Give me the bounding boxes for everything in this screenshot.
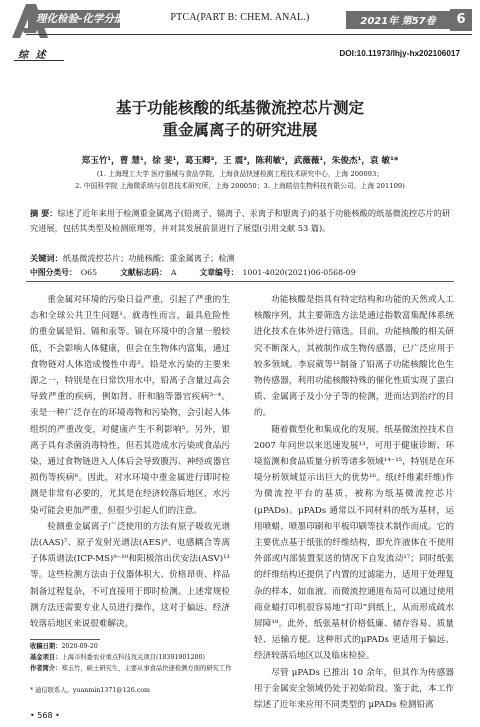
article-number-value: 1001-4020(2021)06-0568-09 <box>242 268 356 277</box>
keywords-label: 关键词： <box>30 253 63 263</box>
paragraph: 重金属对环境的污染日益严重，引起了严重的生态和全球公共卫生问题¹。就毒性而言，最具危险性的重金属是铅、镉和汞等。镉在环境中的含量一般较低，不会影响人体健康，但会在生物体内富集，通过食物链对人体造成慢性中毒²。铅是水污染的主要来源之一，特别是在日常饮用水中，铅离子含量过高会导致严重的疾病，例如肾、肝和脑等器官疾病³⁻⁴。汞是一种广泛存在的环境毒物和污染物，会引起人体组织的严重改变，对健康产生不利影响⁵。另外，银离子具有杀菌消毒特性，但若其造成水污染或食品污染，通过食物链进入人体后会导致腹泻、神经或器官损伤等疾病⁶。因此，对水环境中重金属进行即时检测是非常有必要的，尤其是在经济较落后地区，水污染可能会更加严重，但很少引起人们的注意。 <box>30 295 230 516</box>
footnote-correspondence[interactable]: * 通信联系人。yuanmin1371@126.com <box>30 687 151 694</box>
received-date: 2020-09-20 <box>61 643 98 650</box>
bio-text: 郑玉竹，硕士研究生，主要从事食品快速检测方面的研究工作 <box>61 665 232 672</box>
body-column-right <box>254 292 454 713</box>
paragraph: 检测重金属离子广泛使用的方法有原子吸收光谱法(AAS)⁷、原子发射光谱法(AES)⁸、电感耦合等离子体质谱法(ICP-MS)⁹⁻¹⁰和阳极溶出伏安法(ASV)¹¹等。这些检测方法由于仪器体积大、价格昂贵、样品制备过程复杂，不可直接用于即时检测。上述常规检测方法还需要专业人员进行操作，这对于偏远、经济较落后地区来说很难解决。 <box>30 521 230 630</box>
abstract-label: 摘 要： <box>30 208 58 218</box>
clc-value: O65 <box>80 268 98 277</box>
classification-line <box>30 267 356 278</box>
paragraph: 随着微型化和集成化的发展，纸基微流控技术自 2007 年问世以来迅速发展¹³，可用于健康诊断、环境监测和食品质量分析等诸多领域¹⁴⁻¹⁵，特别是在环境分析领域显示出巨大的优势¹⁶。纸(纤维素纤维)作为微流控平台的基质，被称为纸基微流控芯片(μPADs)。μPADs 通常以不同材料的纸为基材，运用喷蜡、喷墨印刷和平板印刷等技术制作而成。它的主要优点基于纸张的纤维结构，即允许液体在不使用外部或内部装置泵送的情况下自发流动¹⁷；同时纸张的纤维结构还提供了内置的过滤能力，适用于处理复杂的样本，如血液。而微流控通道布局可以通过使用商业蜡打印机很容易地“打印”到纸上，从而形成疏水屏障¹⁸。此外，纸张基材价格低廉、储存容易、质量轻、运输方便。这种形式的μPADs 更适用于偏远、经济较落后地区以及临床检验。 <box>254 424 454 662</box>
affiliation-line-2: 2. 中国科学院 上海微系统与信息技术研究所，上海 200050；3. 上海皓信生物科技有限公司，上海 201109) <box>75 182 405 190</box>
abstract <box>30 206 450 236</box>
article-title-line-2: 重金属离子的研究进展 <box>162 121 318 139</box>
issue-label: 2021年 第57卷 <box>360 16 436 27</box>
article-number-label: 文章编号： <box>199 268 239 277</box>
paragraph: 功能核酸是指具有特定结构和功能的天然或人工核酸序列，其主要筛选方法是通过指数富集配体系统进化技术在体外进行筛选。目前，功能核酸的相关研究不断深入，其被制作成生物传感器，已广泛应用于较多领域。李宸葳等¹²制备了铅离子功能核酸比色生物传感器，利用功能核酸特殊的催化性质实现了蛋白质、金属离子及小分子等的检测，进而达到治疗的目的。 <box>254 295 454 419</box>
footnote-fund <box>30 652 235 663</box>
section-underline <box>14 60 64 61</box>
metadata-rule <box>26 281 454 282</box>
affiliation-line-1: (1. 上海理工大学 医疗器械与食品学院，上海食品快速检测工程技术研究中心，上海 200093； <box>96 170 384 178</box>
journal-name-en: PTCA(PART B: CHEM. ANAL.) <box>170 12 310 23</box>
header-rule <box>26 34 472 35</box>
issue-number-tab: 6 <box>450 9 472 31</box>
clc-label: 中图分类号： <box>30 268 77 277</box>
journal-name-cn: 理化检验-化学分册 <box>36 13 125 25</box>
footnote-rule <box>30 639 100 640</box>
keywords-text: 纸基微流控芯片；功能核酸；重金属离子；检测 <box>62 253 235 263</box>
footnote-received <box>30 641 235 652</box>
paragraph: 尽管 μPADs 已推出 10 余年，但其作为传感器用于金属安全领域仍处于初始阶段。鉴于此，本工作综述了近年来应用不同类型的 μPADs 检测铅离 <box>254 667 454 711</box>
article-title-line-1: 基于功能核酸的纸基微流控芯片测定 <box>115 99 364 117</box>
abstract-text: 综述了近年来用于检测重金属离子(铅离子、镉离子、汞离子和银离子)的基于功能核酸的纸基微流控芯片的研究进展，包括其类型及检测原理等，并对其发展前景进行了展望(引用文献 53 篇)。 <box>30 208 451 233</box>
fund-text: 上海市科委农业重点科技攻关项目(18391901200) <box>61 654 205 661</box>
doc-code-value: A <box>170 268 177 277</box>
doc-code-label: 文献标志码： <box>120 268 167 277</box>
section-label: 综 述 <box>18 50 48 61</box>
footnote-bio <box>30 663 235 674</box>
fund-label: 基金项目： <box>30 654 62 661</box>
keywords <box>30 253 450 264</box>
body-column-left <box>30 292 230 632</box>
running-header <box>0 0 480 42</box>
page-number: • 568 • <box>30 711 60 720</box>
author-list: 郑玉竹¹，曹 慧¹，徐 斐¹，葛玉卿²，王 震³，陈莉敏¹，武薇薇¹，朱俊杰¹，袁 敏¹* <box>81 156 399 166</box>
doi[interactable]: DOI:10.11973/lhjy-hx202106017 <box>339 49 460 58</box>
received-label: 收稿日期： <box>30 643 62 650</box>
bio-label: 作者简介： <box>30 665 62 672</box>
